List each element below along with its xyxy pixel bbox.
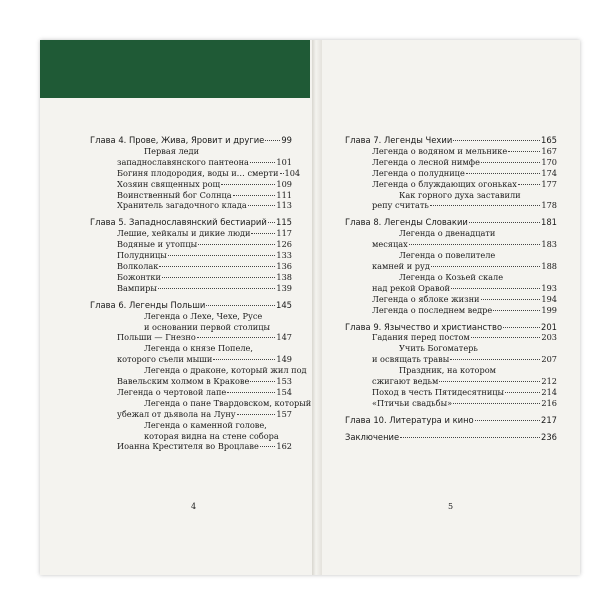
left-page-toc <box>90 135 312 452</box>
toc-entry-title: Легенда о полуднице <box>372 167 465 178</box>
toc-entry <box>345 146 557 157</box>
leader-dots <box>503 327 540 328</box>
leader-dots <box>493 310 540 311</box>
toc-page-number: 104 <box>284 167 301 178</box>
toc-entry-line: Легенда о повелителе <box>399 250 496 261</box>
toc-page-number: 214 <box>541 386 557 397</box>
toc-entry-title: Глава 4. Прове, Жива, Яровит и другие <box>90 135 265 145</box>
toc-entry <box>90 343 292 365</box>
toc-entry <box>345 365 557 387</box>
toc-entry <box>90 250 292 261</box>
toc-entry-title: Хранитель загадочного клада <box>117 200 247 211</box>
toc-page-number: 236 <box>541 431 557 442</box>
toc-entry-title: Глава 9. Язычество и христианство <box>345 321 503 332</box>
toc-entry-title: репу считать <box>372 200 429 211</box>
toc-entry <box>345 179 557 190</box>
leader-dots <box>197 337 276 338</box>
leader-dots <box>233 195 276 196</box>
leader-dots <box>265 140 280 141</box>
toc-page-number: 194 <box>541 293 557 304</box>
toc-entry-title: Божонтки <box>117 271 161 282</box>
toc-page-number: 115 <box>276 217 292 228</box>
toc-entry-title: месяцах <box>372 239 408 250</box>
toc-entry-line: которая видна на стене собора <box>144 430 279 441</box>
toc-entry-title: Хозяин священных рощ <box>117 178 221 189</box>
toc-entry <box>90 272 292 283</box>
toc-entry-title: Вавельским холмом в Кракове <box>117 376 250 387</box>
toc-page-number: 199 <box>541 304 557 315</box>
toc-chapter <box>90 135 292 146</box>
toc-page-number: 201 <box>541 321 557 332</box>
right-page-toc <box>345 135 557 443</box>
toc-entry-title: Глава 5. Западнославянский бестиарий <box>90 217 267 228</box>
toc-page-number: 101 <box>276 156 292 167</box>
leader-dots <box>268 222 275 223</box>
toc-entry-line: Легенда о Лехе, Чехе, Русе <box>144 310 263 321</box>
toc-entry-title: Легенда о последнем ведре <box>372 304 493 315</box>
leader-dots <box>508 151 540 152</box>
toc-entry-title: Заключение <box>345 431 400 442</box>
toc-entry-title: западнославянского пантеона <box>117 156 249 167</box>
toc-entry <box>90 190 292 201</box>
leader-dots <box>250 381 275 382</box>
toc-page-number: 178 <box>541 200 557 211</box>
toc-page-number: 136 <box>276 260 292 271</box>
toc-entry-title: камней и руд <box>372 260 430 271</box>
toc-entry-title: убежал от дьявола на Луну <box>117 408 236 419</box>
leader-dots <box>227 392 275 393</box>
toc-page-number: 203 <box>541 332 557 343</box>
toc-entry-title: Польши — Гнезно <box>117 332 196 343</box>
toc-entry-title: «Птичьи свадьбы» <box>372 397 453 408</box>
toc-entry-line: Легенда о князе Попеле, <box>144 343 254 354</box>
toc-entry <box>90 365 307 387</box>
toc-entry-line: Учить Богоматерь <box>399 343 478 354</box>
toc-page-number: 139 <box>276 282 292 293</box>
toc-entry <box>90 228 292 239</box>
toc-page-number: 193 <box>541 282 557 293</box>
toc-entry <box>90 420 292 453</box>
leader-dots <box>505 392 540 393</box>
leader-dots <box>450 359 540 360</box>
leader-dots <box>260 446 276 447</box>
leader-dots <box>481 162 540 163</box>
leader-dots <box>251 233 275 234</box>
toc-entry <box>345 332 557 343</box>
leader-dots <box>237 414 276 415</box>
toc-entry <box>345 228 557 250</box>
toc-entry <box>345 305 557 316</box>
toc-page-number: 113 <box>276 200 292 211</box>
leader-dots <box>469 222 540 223</box>
toc-entry-title: которого съели мыши <box>117 354 213 365</box>
toc-entry <box>345 168 557 179</box>
toc-entry-title: сжигают ведьм <box>372 376 439 387</box>
leader-dots <box>453 140 540 141</box>
toc-entry-title: Глава 10. Литература и кино <box>345 414 474 425</box>
toc-page-number: 133 <box>276 250 292 261</box>
toc-page-number: 162 <box>276 441 292 452</box>
toc-page-number: 170 <box>541 156 557 167</box>
leader-dots <box>159 266 275 267</box>
toc-page-number: 188 <box>541 260 557 271</box>
right-page-number: 5 <box>448 502 454 511</box>
toc-chapter <box>90 300 292 311</box>
toc-entry-title: Водяные и утопцы <box>117 239 198 250</box>
toc-entry-title: Легенда о чертовой лапе <box>117 386 227 397</box>
toc-chapter <box>345 415 557 426</box>
toc-entry <box>90 311 292 344</box>
toc-page-number: 212 <box>541 376 557 387</box>
toc-page-number: 165 <box>541 135 557 145</box>
leader-dots <box>431 266 540 267</box>
leader-dots <box>250 162 275 163</box>
toc-entry <box>345 157 557 168</box>
toc-entry-title: Легенда о блуждающих огоньках <box>372 178 517 189</box>
toc-page-number: 217 <box>541 414 557 425</box>
toc-page-number: 117 <box>276 228 292 239</box>
toc-entry <box>90 239 292 250</box>
toc-page-number: 153 <box>276 376 292 387</box>
leader-dots <box>221 184 275 185</box>
toc-page-number: 181 <box>541 217 557 228</box>
leader-dots <box>248 205 276 206</box>
toc-entry-title: Глава 7. Легенды Чехии <box>345 135 453 145</box>
toc-page-number: 154 <box>276 386 292 397</box>
toc-entry-line: Легенда о пане Твардовском, который <box>144 397 312 408</box>
leader-dots <box>400 437 540 438</box>
toc-entry-title: Полудницы <box>117 250 167 261</box>
book-fold <box>312 40 322 575</box>
toc-entry-title: Волколак <box>117 260 159 271</box>
toc-chapter <box>345 135 557 146</box>
toc-entry-line: Первая леди <box>144 145 200 156</box>
toc-entry-line: Легенда о драконе, который жил под <box>144 365 307 376</box>
toc-entry-title: Вампиры <box>117 282 157 293</box>
leader-dots <box>198 244 275 245</box>
toc-entry-title: Легенда о водяном и мельнике <box>372 145 508 156</box>
leader-dots <box>206 305 275 306</box>
toc-entry <box>90 200 292 211</box>
leader-dots <box>439 381 540 382</box>
left-page-number: 4 <box>191 502 197 511</box>
toc-page-number: 177 <box>541 178 557 189</box>
toc-entry <box>90 179 292 190</box>
leader-dots <box>451 288 540 289</box>
toc-entry-line: Легенда о каменной голове, <box>144 419 267 430</box>
toc-entry-title: Богиня плодородия, воды и… смерти <box>117 167 279 178</box>
toc-entry <box>90 283 292 294</box>
toc-entry <box>90 387 292 398</box>
toc-entry <box>90 167 301 179</box>
leader-dots <box>280 173 284 174</box>
toc-chapter <box>345 322 557 333</box>
toc-entry-title: Легенда о лесной нимфе <box>372 156 480 167</box>
toc-entry-title: Глава 8. Легенды Словакии <box>345 217 468 228</box>
toc-entry-title: Легенда о яблоке жизни <box>372 293 480 304</box>
leader-dots <box>475 420 540 421</box>
leader-dots <box>453 403 540 404</box>
toc-page-number: 99 <box>281 135 292 145</box>
toc-chapter <box>345 432 557 443</box>
toc-entry <box>90 146 292 168</box>
leader-dots <box>518 184 541 185</box>
leader-dots <box>158 288 275 289</box>
toc-entry <box>345 398 557 409</box>
toc-page-number: 149 <box>276 354 292 365</box>
toc-page-number: 167 <box>541 145 557 156</box>
toc-entry-title: Гадания перед постом <box>372 332 470 343</box>
toc-entry <box>345 272 557 294</box>
toc-entry-title: Поход в честь Пятидесятницы <box>372 386 505 397</box>
toc-entry-title: Иоанна Крестителя во Вроцлаве <box>117 441 259 452</box>
toc-page-number: 138 <box>276 271 292 282</box>
toc-entry-line: Легенда о Козьей скале <box>399 271 504 282</box>
toc-page-number: 109 <box>276 178 292 189</box>
toc-page-number: 145 <box>276 299 292 310</box>
toc-entry-line: Легенда о двенадцати <box>399 228 496 239</box>
leader-dots <box>168 255 276 256</box>
cover-edge <box>40 40 310 98</box>
toc-entry-title: Лешие, хейкалы и дикие люди <box>117 228 251 239</box>
toc-entry-title: Глава 6. Легенды Польши <box>90 299 206 310</box>
toc-entry <box>90 397 312 420</box>
toc-page-number: 157 <box>276 408 292 419</box>
leader-dots <box>466 173 541 174</box>
toc-page-number: 207 <box>541 354 557 365</box>
toc-entry <box>90 261 292 272</box>
toc-entry-title: и освящать травы <box>372 354 450 365</box>
leader-dots <box>430 205 541 206</box>
toc-entry <box>345 294 557 305</box>
toc-chapter <box>345 217 557 228</box>
leader-dots <box>162 277 275 278</box>
toc-entry-line: Как горного духа заставили <box>399 189 521 200</box>
leader-dots <box>213 359 275 360</box>
toc-entry <box>345 343 557 365</box>
toc-page-number: 126 <box>276 239 292 250</box>
toc-entry-title: Воинственный бог Солнца <box>117 189 232 200</box>
toc-page-number: 111 <box>276 189 292 200</box>
toc-entry <box>345 250 557 272</box>
toc-entry-line: и основании первой столицы <box>144 321 271 332</box>
toc-page-number: 174 <box>541 167 557 178</box>
toc-entry <box>345 387 557 398</box>
leader-dots <box>409 244 541 245</box>
toc-chapter <box>90 217 292 228</box>
toc-entry <box>345 190 557 212</box>
toc-page-number: 183 <box>541 239 557 250</box>
toc-page-number: 147 <box>276 332 292 343</box>
toc-page-number: 216 <box>541 397 557 408</box>
toc-entry-title: над рекой Оравой <box>372 282 451 293</box>
leader-dots <box>481 299 541 300</box>
toc-entry-line: Праздник, на котором <box>399 365 496 376</box>
leader-dots <box>471 337 541 338</box>
